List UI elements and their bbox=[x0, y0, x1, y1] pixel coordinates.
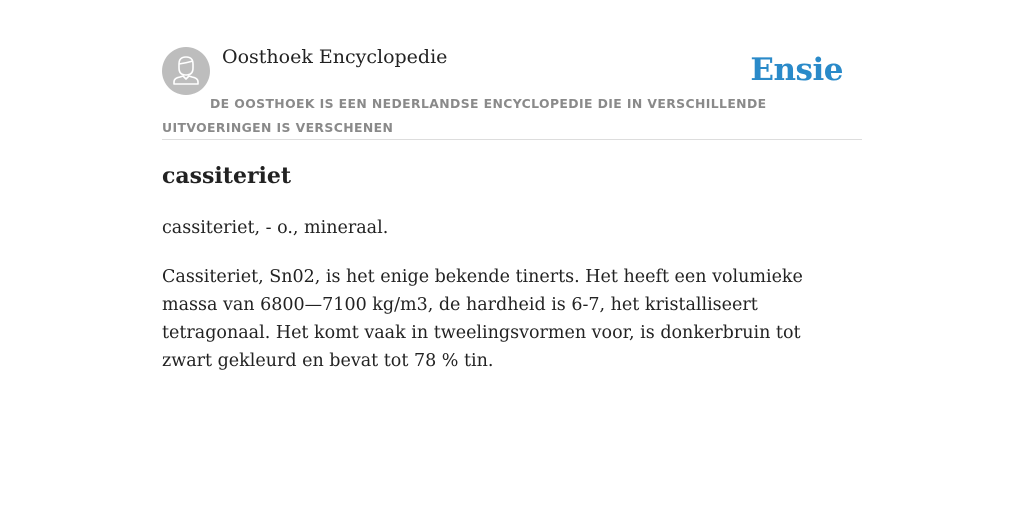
entry-lead: cassiteriet, - o., mineraal. bbox=[162, 218, 389, 238]
source-avatar[interactable] bbox=[162, 47, 210, 95]
entry-title: cassiteriet bbox=[162, 163, 292, 189]
entry-body: Cassiteriet, Sn02, is het enige bekende tinerts. Het heeft een volumieke massa van 6800—7100 kg/m3, de hardheid is 6-7, het kristalliseert tetragonaal. Het komt vaak in tweelingsvormen voor, is donkerbruin tot zwart gekleurd en bevat tot 78 % tin. bbox=[162, 267, 803, 371]
source-title[interactable]: Oosthoek Encyclopedie bbox=[222, 46, 448, 68]
user-icon bbox=[162, 47, 210, 95]
source-description: DE OOSTHOEK IS EEN NEDERLANDSE ENCYCLOPEDIE DIE IN VERSCHILLENDE UITVOERINGEN IS VERSCHENEN bbox=[162, 96, 767, 135]
ensie-logo[interactable]: Ensie bbox=[750, 52, 843, 88]
header-divider bbox=[162, 139, 862, 140]
